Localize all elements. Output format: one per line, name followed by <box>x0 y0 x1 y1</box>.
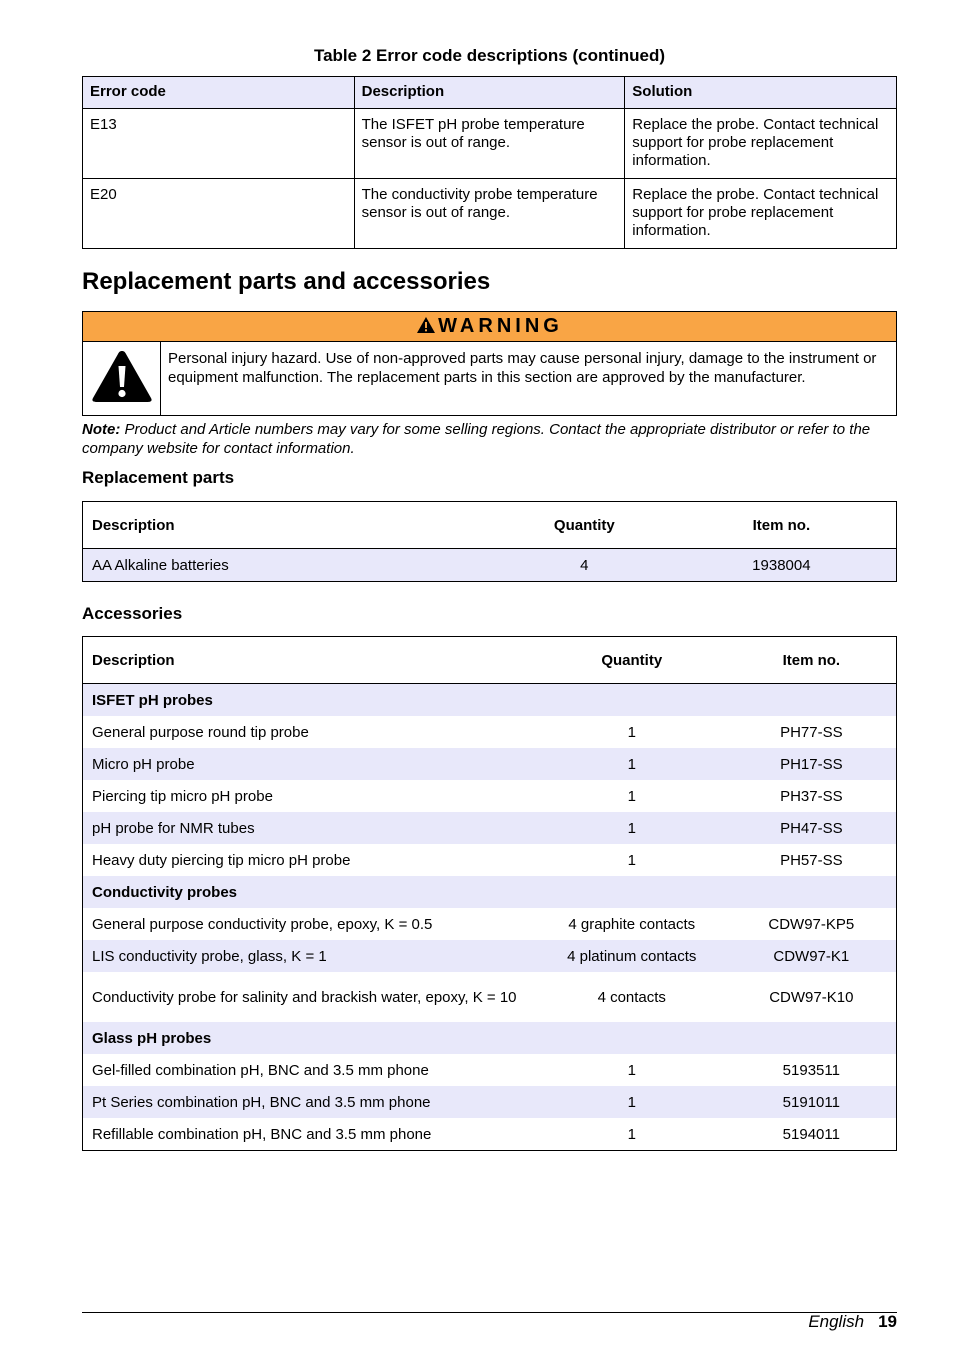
solution-cell: Replace the probe. Contact technical support for probe replacement information. <box>625 109 897 179</box>
table-row <box>83 812 897 844</box>
warning-icon-cell <box>83 342 161 416</box>
description-cell: Gel-filled combination pH, BNC and 3.5 mm phone <box>92 1061 429 1079</box>
description-cell: Piercing tip micro pH probe <box>92 787 273 805</box>
category-label: Conductivity probes <box>83 876 897 908</box>
column-header-description: Description <box>83 637 537 684</box>
solution-cell: Replace the probe. Contact technical support for probe replacement information. <box>625 179 897 249</box>
column-header-item-no: Item no. <box>667 502 897 549</box>
item-no-cell: PH37-SS <box>780 787 843 805</box>
quantity-cell: 1 <box>627 1061 636 1079</box>
table-header-row <box>83 637 897 684</box>
error-code-cell: E20 <box>83 179 355 249</box>
category-row <box>83 1022 897 1054</box>
item-no-cell: CDW97-KP5 <box>768 915 855 933</box>
category-label: Glass pH probes <box>83 1022 897 1054</box>
table-row <box>83 1054 897 1086</box>
note-label: Note: <box>82 421 121 438</box>
table-row <box>83 1118 897 1151</box>
table-row <box>83 748 897 780</box>
warning-triangle-icon <box>416 316 436 334</box>
table-row <box>83 972 897 1022</box>
category-row <box>83 876 897 908</box>
column-header-solution: Solution <box>625 77 897 109</box>
item-no-cell: CDW97-K1 <box>727 940 897 972</box>
description-cell: General purpose round tip probe <box>92 723 309 741</box>
warning-triangle-icon <box>91 349 153 404</box>
description-cell: pH probe for NMR tubes <box>83 812 537 844</box>
item-no-cell: 5191011 <box>727 1086 897 1118</box>
accessories-table <box>82 636 897 1151</box>
table-header-row <box>83 77 897 109</box>
item-no-cell: PH57-SS <box>780 851 843 869</box>
quantity-cell: 1 <box>537 748 727 780</box>
category-row <box>83 684 897 717</box>
item-no-cell: CDW97-K10 <box>769 988 854 1006</box>
quantity-cell: 1 <box>627 1125 636 1143</box>
warning-text: Personal injury hazard. Use of non-approved parts may cause personal injury, damage to the instrument or equipment malfunction. The replacement parts in this section are approved by the manufacturer. <box>161 342 897 416</box>
replacement-parts-table <box>82 501 897 582</box>
quantity-cell: 4 <box>502 549 667 582</box>
footer-language: English <box>808 1312 865 1331</box>
column-header-item-no: Item no. <box>727 637 897 684</box>
warning-header <box>83 312 897 342</box>
item-no-cell: 1938004 <box>667 549 897 582</box>
section-title: Replacement parts and accessories <box>82 268 491 295</box>
note-paragraph <box>82 421 897 458</box>
category-label: ISFET pH probes <box>83 684 897 717</box>
quantity-cell: 1 <box>627 787 636 805</box>
item-no-cell: PH47-SS <box>727 812 897 844</box>
quantity-cell: 1 <box>627 723 636 741</box>
description-cell: Micro pH probe <box>83 748 537 780</box>
description-cell: Conductivity probe for salinity and brackish water, epoxy, K = 10 <box>92 988 517 1006</box>
description-cell: Pt Series combination pH, BNC and 3.5 mm phone <box>83 1086 537 1118</box>
warning-title: WARNING <box>438 315 563 337</box>
page-number: 19 <box>878 1312 897 1331</box>
column-header-description: Description <box>83 502 502 549</box>
table-row <box>83 908 897 940</box>
table-row <box>83 716 897 748</box>
column-header-quantity: Quantity <box>537 637 727 684</box>
table-header-row <box>83 502 897 549</box>
quantity-cell: 1 <box>627 851 636 869</box>
table-row <box>83 1086 897 1118</box>
warning-box <box>82 311 897 416</box>
quantity-cell: 1 <box>537 1086 727 1118</box>
error-code-cell: E13 <box>83 109 355 179</box>
table-row <box>83 844 897 876</box>
replacement-parts-title: Replacement parts <box>82 468 235 487</box>
quantity-cell: 4 graphite contacts <box>568 915 696 933</box>
table-row <box>83 109 897 179</box>
quantity-cell: 4 platinum contacts <box>537 940 727 972</box>
item-no-cell: 5194011 <box>782 1125 840 1143</box>
accessories-title: Accessories <box>82 604 183 623</box>
description-cell: The conductivity probe temperature sensor is out of range. <box>354 179 625 249</box>
footer-divider <box>82 1312 897 1313</box>
table-row <box>83 940 897 972</box>
description-cell: Refillable combination pH, BNC and 3.5 mm phone <box>92 1125 432 1143</box>
note-text: Product and Article numbers may vary for some selling regions. Contact the appropriate distributor or refer to the company website for contact information. <box>82 421 871 457</box>
description-cell: AA Alkaline batteries <box>83 549 502 582</box>
column-header-error-code: Error code <box>83 77 355 109</box>
table-row <box>83 549 897 582</box>
table-row <box>83 179 897 249</box>
table-caption: Table 2 Error code descriptions (continued) <box>313 46 666 65</box>
table-row <box>83 780 897 812</box>
item-no-cell: PH17-SS <box>727 748 897 780</box>
error-code-table <box>82 76 897 249</box>
column-header-quantity: Quantity <box>502 502 667 549</box>
description-cell: General purpose conductivity probe, epoxy, K = 0.5 <box>92 915 433 933</box>
quantity-cell: 4 contacts <box>597 988 666 1006</box>
description-cell: LIS conductivity probe, glass, K = 1 <box>83 940 537 972</box>
item-no-cell: 5193511 <box>782 1061 840 1079</box>
column-header-description: Description <box>354 77 625 109</box>
item-no-cell: PH77-SS <box>780 723 843 741</box>
description-cell: Heavy duty piercing tip micro pH probe <box>92 851 351 869</box>
page-footer <box>808 1312 897 1332</box>
description-cell: The ISFET pH probe temperature sensor is out of range. <box>354 109 625 179</box>
quantity-cell: 1 <box>537 812 727 844</box>
